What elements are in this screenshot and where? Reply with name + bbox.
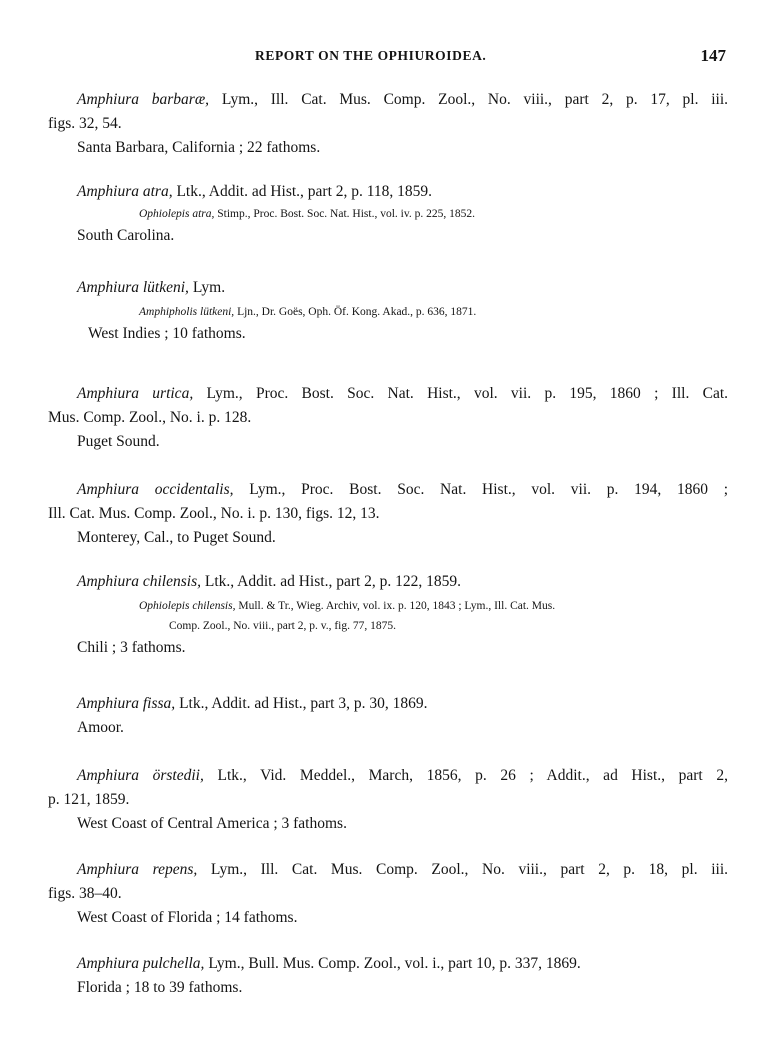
citation-text: Lym., Bull. Mus. Comp. Zool., vol. i., part 10, p. 337, 1869.	[204, 955, 581, 972]
species-name: Amphiura fissa,	[77, 695, 176, 712]
page-header	[0, 46, 776, 70]
citation-text: Lym., Proc. Bost. Soc. Nat. Hist., vol. vii. p. 195, 1860 ; Ill. Cat.	[193, 385, 729, 402]
citation-continuation: p. 121, 1859.	[48, 791, 130, 808]
species-name: Amphiura örstedii,	[77, 767, 204, 784]
citation-line	[48, 692, 728, 716]
locality: Puget Sound.	[77, 433, 160, 450]
citation-line	[48, 382, 728, 406]
synonym-line	[139, 204, 728, 224]
citation-continuation: Mus. Comp. Zool., No. i. p. 128.	[48, 409, 252, 426]
species-entry	[48, 88, 728, 160]
species-name: Amphiura lütkeni,	[77, 279, 189, 296]
synonym-citation: Stimp., Proc. Bost. Soc. Nat. Hist., vol. iv. p. 225, 1852.	[214, 208, 475, 220]
citation-line	[48, 952, 728, 976]
locality: Amoor.	[77, 719, 124, 736]
species-entry	[48, 570, 728, 660]
species-entry	[48, 478, 728, 550]
synonym-continuation: Comp. Zool., No. viii., part 2, p. v., fig. 77, 1875.	[169, 620, 397, 632]
locality: West Coast of Central America ; 3 fathoms.	[77, 815, 347, 832]
citation-line	[48, 88, 728, 112]
species-entry	[48, 276, 728, 346]
locality: Florida ; 18 to 39 fathoms.	[77, 979, 243, 996]
citation-text: Ltk., Addit. ad Hist., part 3, p. 30, 1869.	[175, 695, 428, 712]
species-name: Amphiura barbaræ,	[77, 91, 210, 108]
species-entry	[48, 692, 728, 740]
running-title: REPORT ON THE OPHIUROIDEA.	[255, 48, 487, 63]
species-entry	[48, 382, 728, 454]
locality: Santa Barbara, California ; 22 fathoms.	[77, 139, 321, 156]
species-name: Amphiura repens,	[77, 861, 198, 878]
synonym-species: Ophiolepis chilensis,	[139, 600, 236, 612]
species-entry	[48, 858, 728, 930]
synonym-line	[139, 596, 728, 616]
citation-line	[48, 478, 728, 502]
citation-text: Lym., Ill. Cat. Mus. Comp. Zool., No. viii., part 2, p. 17, pl. iii.	[209, 91, 729, 108]
species-name: Amphiura pulchella,	[77, 955, 205, 972]
citation-line	[48, 570, 728, 594]
citation-line	[48, 858, 728, 882]
locality: West Indies ; 10 fathoms.	[88, 325, 246, 342]
citation-continuation: figs. 32, 54.	[48, 115, 122, 132]
citation-text: Ltk., Vid. Meddel., March, 1856, p. 26 ; Addit., ad Hist., part 2,	[203, 767, 728, 784]
citation-continuation: figs. 38–40.	[48, 885, 122, 902]
citation-text: Lym., Proc. Bost. Soc. Nat. Hist., vol. vii. p. 194, 1860 ;	[233, 481, 729, 498]
page-number: 147	[700, 46, 726, 65]
locality: Chili ; 3 fathoms.	[77, 639, 186, 656]
species-entry	[48, 764, 728, 836]
synonym-line	[139, 302, 728, 322]
locality: Monterey, Cal., to Puget Sound.	[77, 529, 276, 546]
synonym-citation: Mull. & Tr., Wieg. Archiv, vol. ix. p. 120, 1843 ; Lym., Ill. Cat. Mus.	[235, 600, 556, 612]
citation-text: Ltk., Addit. ad Hist., part 2, p. 118, 1859.	[172, 183, 433, 200]
citation-text: Lym.	[188, 279, 226, 296]
citation-line	[48, 276, 728, 300]
species-entry	[48, 180, 728, 248]
citation-text: Ltk., Addit. ad Hist., part 2, p. 122, 1859.	[201, 573, 462, 590]
locality: West Coast of Florida ; 14 fathoms.	[77, 909, 298, 926]
species-name: Amphiura atra,	[77, 183, 173, 200]
locality: South Carolina.	[77, 227, 175, 244]
species-name: Amphiura urtica,	[77, 385, 194, 402]
citation-line	[48, 180, 728, 204]
species-name: Amphiura chilensis,	[77, 573, 201, 590]
species-entry	[48, 952, 728, 1000]
synonym-species: Ophiolepis atra,	[139, 208, 215, 220]
citation-text: Lym., Ill. Cat. Mus. Comp. Zool., No. viii., part 2, p. 18, pl. iii.	[197, 861, 729, 878]
synonym-citation: Ljn., Dr. Goës, Oph. Öf. Kong. Akad., p. 636, 1871.	[234, 306, 477, 318]
citation-line	[48, 764, 728, 788]
citation-continuation: Ill. Cat. Mus. Comp. Zool., No. i. p. 130, figs. 12, 13.	[48, 505, 380, 522]
synonym-species: Amphipholis lütkeni,	[139, 306, 235, 318]
species-name: Amphiura occidentalis,	[77, 481, 234, 498]
